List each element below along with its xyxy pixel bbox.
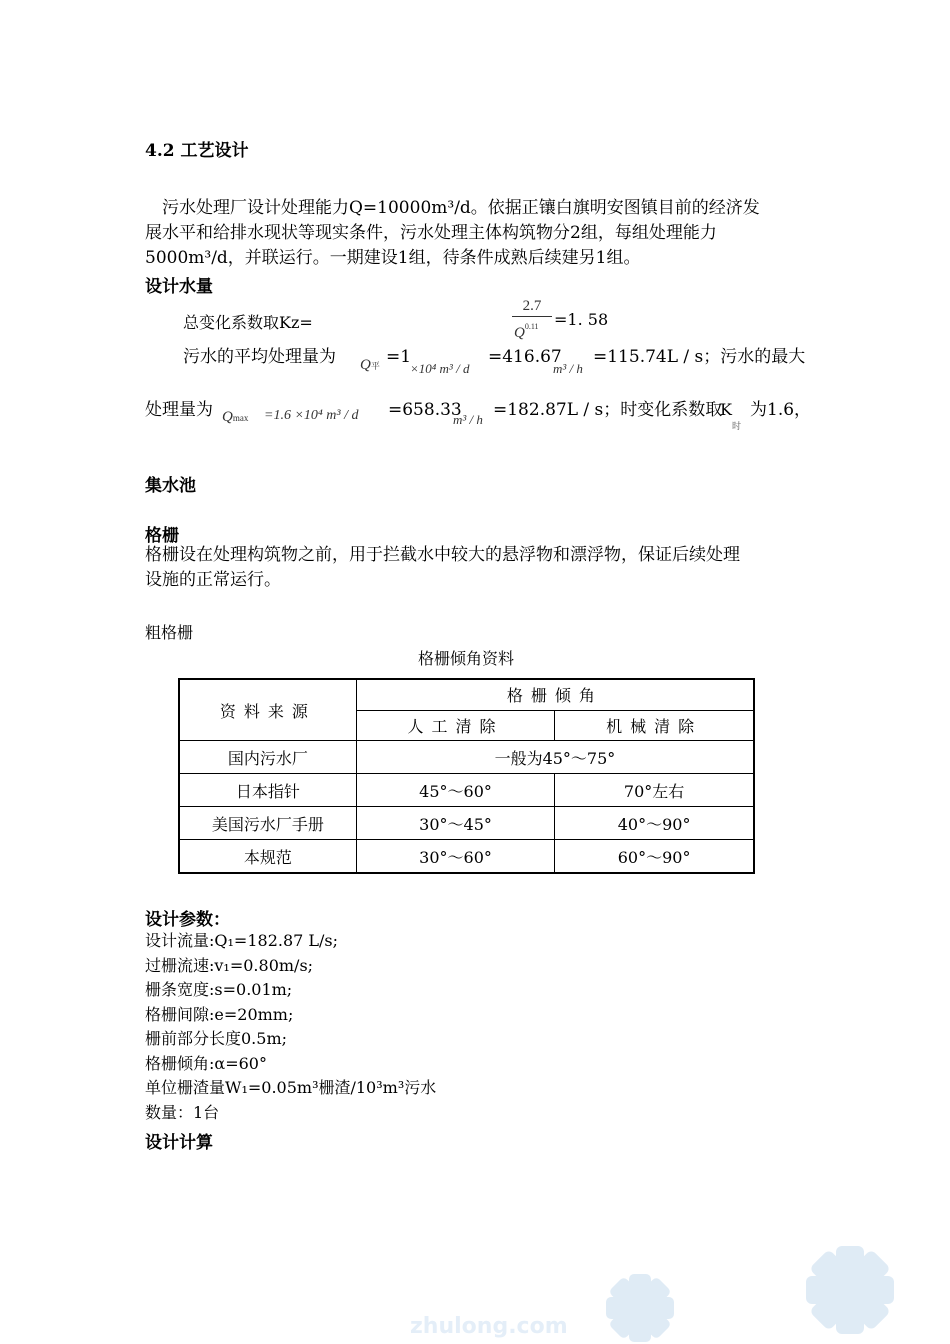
param-item: 设计流量:Q₁=182.87 L/s; [145,931,339,950]
screen-angle-table [178,678,755,874]
avg-flow-label: 污水的平均处理量为 [183,347,336,367]
row-source: 美国污水厂手册 [179,807,356,840]
section-title: 4.2 工艺设计 [145,141,249,161]
table-caption: 格栅倾角资料 [418,649,515,668]
params-heading: 设计参数： [145,910,230,930]
param-item: 格栅倾角:α=60° [145,1053,267,1073]
row-manual: 45°～60° [356,774,554,807]
kz-label: 总变化系数取Kz= [183,313,313,332]
row-manual: 30°～60° [356,840,554,874]
k-symbol: $K_时$ [720,400,741,432]
row-source: 日本指针 [179,774,356,807]
intro-line-2: 展水平和给排水现状等现实条件，污水处理主体构筑物分2组，每组处理能力 [145,223,717,243]
max-flow-label: 处理量为 [145,400,213,420]
param-item: 栅条宽度:s=0.01m; [145,980,293,999]
row-manual: 30°～45° [356,807,554,840]
calc-heading: 设计计算 [145,1133,213,1153]
k-value: 为1.6， [750,400,812,420]
source-header: 资料来源 [179,679,356,741]
watermark-text: zhulong.com [410,1314,568,1339]
screen-desc-line-2: 设施的正常运行。 [145,570,281,590]
param-item: 过栅流速:v₁=0.80m/s; [145,955,314,975]
kz-numerator: 2.7 [512,296,552,317]
avg-flow-eq1: =1 [386,347,412,367]
angle-header: 格栅倾角 [356,679,754,710]
screen-desc-line-1: 格栅设在处理构筑物之前，用于拦截水中较大的悬浮物和漂浮物，保证后续处理 [145,545,740,565]
table-row [179,840,754,874]
avg-flow-symbol: Q平 [360,357,380,373]
max-flow-expr: =1.6 ×10⁴ m³ / d [264,408,359,423]
avg-flow-unit1: ×10⁴ m³ / d [410,361,470,376]
row-source: 国内污水厂 [179,741,356,774]
param-item: 格栅间隙:e=20mm; [145,1004,294,1024]
avg-flow-eq3: =115.74L / s；污水的最大 [593,347,806,367]
avg-flow-unit2: m³ / h [553,361,583,376]
table-row [179,774,754,807]
coarse-screen-label: 粗格栅 [145,623,194,642]
param-item: 数量：1台 [145,1102,220,1122]
max-flow-unit2: m³ / h [453,412,483,427]
kz-result: =1. 58 [554,310,609,329]
kz-exponent: 0.11 [524,322,539,331]
kz-denominator: Q [514,325,525,341]
avg-flow-eq2: =416.67 [488,347,562,367]
row-mechanical: 70°左右 [555,774,754,807]
mechanical-header: 机械清除 [555,710,754,741]
screen-heading: 格栅 [145,526,179,546]
max-flow-symbol: Qmax [222,409,249,425]
collection-pool-heading: 集水池 [145,476,196,496]
row-merged: 一般为45°～75° [356,741,754,774]
table-row [179,741,754,774]
params-list [145,929,436,1125]
param-item: 栅前部分长度0.5m; [145,1029,288,1048]
row-source: 本规范 [179,840,356,874]
design-flow-heading: 设计水量 [145,277,213,297]
max-flow-eq2: =658.33 [388,400,462,420]
table-row [179,807,754,840]
max-flow-eq3: =182.87L / s；时变化系数取 [493,400,723,420]
intro-line-3: 5000m³/d，并联运行。一期建设1组，待条件成熟后续建另1组。 [145,248,641,268]
param-item: 单位栅渣量W₁=0.05m³栅渣/10³m³污水 [145,1078,437,1097]
watermark-snowflake-icon [600,1240,940,1344]
manual-header: 人工清除 [356,710,554,741]
row-mechanical: 60°～90° [555,840,754,874]
kz-fraction [512,296,552,343]
intro-line-1: 污水处理厂设计处理能力Q=10000m³/d。依据正镶白旗明安图镇目前的经济发 [162,198,760,218]
row-mechanical: 40°～90° [555,807,754,840]
